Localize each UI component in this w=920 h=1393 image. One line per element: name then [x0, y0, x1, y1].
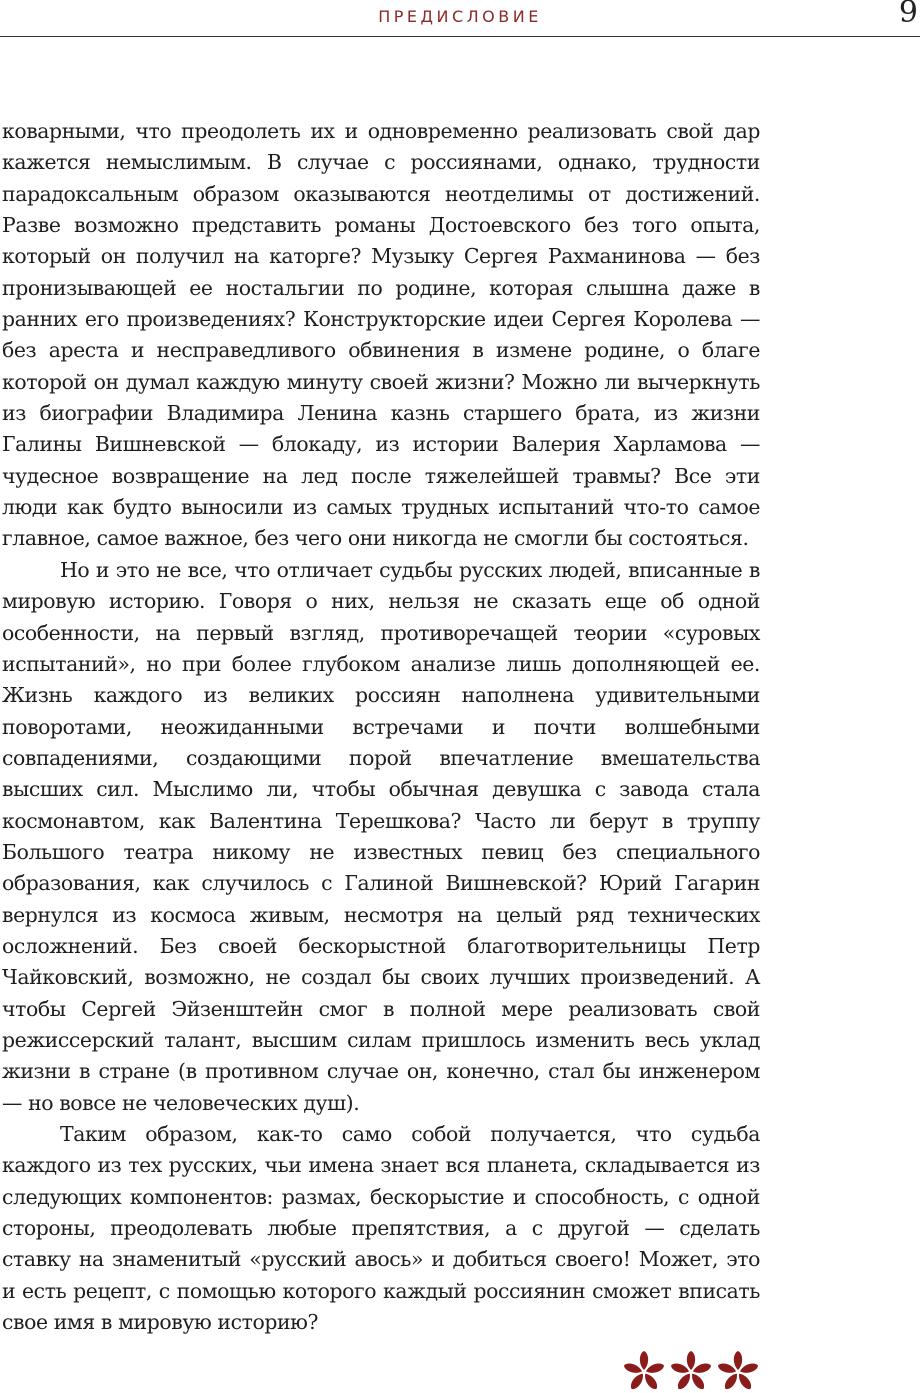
main-text	[2, 116, 760, 1338]
flower-ornament-icon	[620, 1351, 762, 1393]
paragraph-2: Но и это не все, что отличает судьбы русских людей, вписанные в мировую историю. Говоря о них, нельзя не сказать еще об одной особенности, на первый взгляд, противоречащей теории «суровых испытаний», но при более глубоком анализе лишь дополняющей ее. Жизнь каждого из великих россиян наполнена удивительными поворотами, неожиданными встречами и почти волшебными совпадениями, создающими порой впечатление вмешательства высших сил. Мыслимо ли, чтобы обычная девушка с завода стала космонавтом, как Валентина Терешкова? Часто ли берут в труппу Большого театра никому не известных певиц без специального образования, как случилось с Галиной Вишневской? Юрий Гагарин вернулся из космоса живым, несмотря на целый ряд технических осложнений. Без своей бескорыстной благотворительницы Петр Чайковский, возможно, не создал бы своих лучших произведений. А чтобы Сергей Эйзенштейн смог в полной мере реализовать свой режиссерский талант, высшим силам пришлось изменить весь уклад жизни в стране (в противном случае он, конечно, стал бы инженером — но вовсе не человеческих душ).	[2, 557, 760, 1115]
header-divider	[0, 36, 920, 37]
ornament-flower-1	[623, 1351, 665, 1391]
paragraph-1: коварными, что преодолеть их и одновременно реализовать свой дар кажется немыслимым. В случае с россиянами, однако, трудности парадоксальным образом оказываются неотделимы от достижений. Разве возможно представить романы Достоевского без того опыта, который он получил на каторге? Музыку Сергея Рахманинова — без пронизывающей ее ностальгии по родине, которая слышна даже в ранних его произведениях? Конструкторские идеи Сергея Королева — без ареста и несправедливого обвинения в измене родине, о благе которой он думал каждую минуту своей жизни? Можно ли вычеркнуть из биографии Владимира Ленина казнь старшего брата, из жизни Галины Вишневской — блокаду, из истории Валерия Харламова — чудесное возвращение на лед после тяжелейшей травмы? Все эти люди как будто выносили из самых трудных испытаний что-то самое главное, самое важное, без чего они никогда не смогли бы состояться.	[2, 119, 760, 551]
ornament-flower-3	[717, 1351, 759, 1391]
running-header-title: ПРЕДИСЛОВИЕ	[378, 7, 542, 26]
page-number: 9	[898, 0, 918, 30]
paragraph-3: Таким образом, как-то само собой получается, что судьба каждого из тех русских, чьи имена знает вся планета, складывается из следующих компонентов: размах, бескорыстие и способность, с одной стороны, преодолевать любые препятствия, а с другой — сделать ставку на знаменитый «русский авось» и добиться своего! Может, это и есть рецепт, с помощью которого каждый россиянин сможет вписать свое имя в мировую историю?	[2, 1122, 760, 1335]
ornament-flower-2	[670, 1351, 712, 1391]
